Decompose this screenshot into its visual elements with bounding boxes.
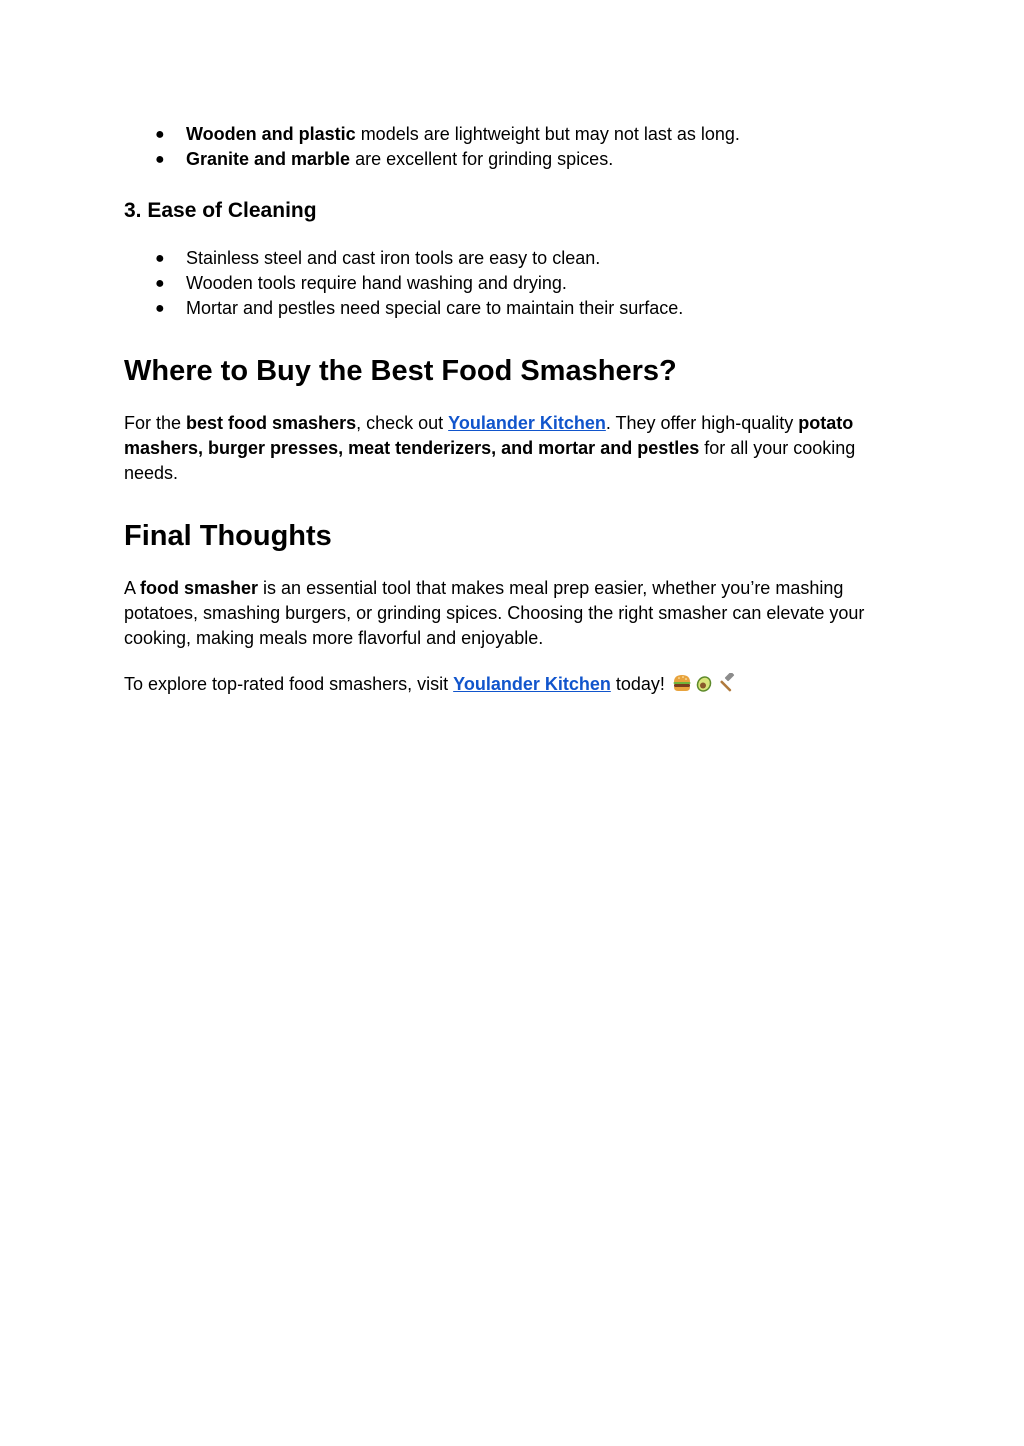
list-item: ● Mortar and pestles need special care to maintain their surface. xyxy=(124,296,900,321)
cleaning-list xyxy=(124,246,900,321)
youlander-kitchen-link[interactable]: Youlander Kitchen xyxy=(453,674,611,694)
section-heading-cleaning: 3. Ease of Cleaning xyxy=(124,199,317,222)
avocado-icon xyxy=(694,673,714,700)
material-list xyxy=(124,122,900,172)
hammer-icon xyxy=(716,673,736,700)
explore-paragraph: To explore top-rated food smashers, visit Youlander Kitchen today! xyxy=(124,672,900,700)
bullet-icon: ● xyxy=(155,126,165,143)
section-heading-where-to-buy: Where to Buy the Best Food Smashers? xyxy=(124,355,677,387)
list-item: ● Wooden tools require hand washing and drying. xyxy=(124,271,900,296)
list-item: ● Granite and marble are excellent for grinding spices. xyxy=(124,147,900,172)
bullet-icon: ● xyxy=(155,250,165,267)
list-item: ● Stainless steel and cast iron tools are easy to clean. xyxy=(124,246,900,271)
bullet-icon: ● xyxy=(155,300,165,317)
bullet-icon: ● xyxy=(155,151,165,168)
bullet-icon: ● xyxy=(155,275,165,292)
burger-icon xyxy=(672,673,692,700)
list-item: ● Wooden and plastic models are lightweight but may not last as long. xyxy=(124,122,900,147)
section-heading-final-thoughts: Final Thoughts xyxy=(124,520,332,552)
final-thoughts-paragraph: A food smasher is an essential tool that makes meal prep easier, whether you’re mashing potatoes, smashing burgers, or grinding spices. Choosing the right smasher can elevate your cooking, making meals more flavorful and enjoyable. xyxy=(124,578,865,648)
where-to-buy-paragraph: For the best food smashers, check out Youlander Kitchen. They offer high-quality potato mashers, burger presses, meat tenderizers, and mortar and pestles for all your cooking needs. xyxy=(124,413,856,483)
youlander-kitchen-link[interactable]: Youlander Kitchen xyxy=(448,413,606,433)
